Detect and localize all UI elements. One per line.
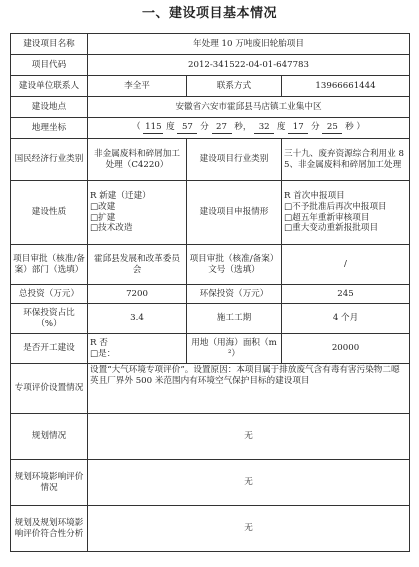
coordinates-label: 地理坐标 [11, 118, 88, 139]
row-special-eval [11, 364, 410, 414]
construction-period-value: 4 个月 [282, 304, 410, 334]
project-code-label: 项目代码 [11, 55, 88, 76]
row-nature [11, 181, 410, 245]
row-planning-conformity [11, 506, 410, 552]
row-industry [11, 139, 410, 181]
construction-period-label: 施工工期 [187, 304, 282, 334]
planning-conformity-label: 规划及规划环境影响评价符合性分析 [11, 506, 88, 552]
started-options [88, 334, 187, 364]
env-ratio-value: 3.4 [88, 304, 187, 334]
total-investment-value: 7200 [88, 285, 187, 304]
row-planning-eia [11, 460, 410, 506]
approval-doc-label: 项目审批（核准/备案）文号（选填） [187, 245, 282, 285]
row-coordinates [11, 118, 410, 139]
contact-label: 建设单位联系人 [11, 76, 88, 97]
land-area-value: 20000 [282, 334, 410, 364]
industry-value: 非金属废料和碎屑加工处理（C4220） [88, 139, 187, 181]
nature-option-new: R 新建（迁建） [90, 191, 151, 202]
planning-value: 无 [88, 414, 410, 460]
project-name-label: 建设项目名称 [11, 34, 88, 55]
location-label: 建设地点 [11, 97, 88, 118]
special-eval-value: 设置“大气环境专项评价”。设置原因：本项目属于排放废气含有毒有害污染物二噁英且厂界外 500 米范围内有环境空气保护目标的建设项目 [88, 364, 410, 414]
phone-label: 联系方式 [187, 76, 282, 97]
row-started [11, 334, 410, 364]
location-value: 安徽省六安市霍邱县马店镇工业集中区 [88, 97, 410, 118]
row-location [11, 97, 410, 118]
env-ratio-label: 环保投资占比（%） [11, 304, 88, 334]
declaration-option-resubmit: □不予批准后再次申报项目 [284, 201, 387, 212]
row-approval [11, 245, 410, 285]
planning-eia-label: 规划环境影响评价情况 [11, 460, 88, 506]
env-investment-value: 245 [282, 285, 410, 304]
planning-eia-value: 无 [88, 460, 410, 506]
nature-options [88, 181, 187, 245]
nature-option-tech: □技术改造 [90, 223, 133, 234]
row-investment [11, 285, 410, 304]
started-label: 是否开工建设 [11, 334, 88, 364]
land-area-label: 用地（用海）面积（m²） [187, 334, 282, 364]
declaration-options [282, 181, 410, 245]
mgmt-category-value: 三十九、废弃资源综合利用业 85、非金属废料和碎屑加工处理 [282, 139, 410, 181]
coordinates-value: （ 115 度 57 分 27 秒， 32 度 17 分 25 秒 ） [88, 118, 410, 139]
started-option-no: R 否 [90, 337, 108, 348]
industry-label: 国民经济行业类别 [11, 139, 88, 181]
total-investment-label: 总投资（万元） [11, 285, 88, 304]
approval-dept-value: 霍邱县发展和改革委员会 [88, 245, 187, 285]
env-investment-label: 环保投资（万元） [187, 285, 282, 304]
contact-value: 李全平 [88, 76, 187, 97]
phone-value: 13966661444 [282, 76, 410, 97]
approval-dept-label: 项目审批（核准/备案）部门（选填） [11, 245, 88, 285]
row-project-name [11, 34, 410, 55]
longitude-minutes: 57 [177, 122, 197, 134]
project-name-value: 年处理 10 万吨废旧轮胎项目 [88, 34, 410, 55]
basic-info-table [10, 33, 410, 552]
latitude-degrees: 32 [254, 122, 274, 134]
approval-doc-value: / [282, 245, 410, 285]
planning-label: 规划情况 [11, 414, 88, 460]
special-eval-label: 专项评价设置情况 [11, 364, 88, 414]
declaration-label: 建设项目申报情形 [187, 181, 282, 245]
declaration-option-five-year: □超五年重新审核项目 [284, 212, 370, 223]
longitude-degrees: 115 [145, 122, 162, 133]
nature-option-expand: □扩建 [90, 212, 116, 223]
nature-option-rebuild: □改建 [90, 201, 116, 212]
section-heading: 一、建设项目基本情况 [141, 6, 277, 21]
row-contact [11, 76, 410, 97]
latitude-seconds: 25 [322, 122, 342, 134]
row-project-code [11, 55, 410, 76]
declaration-option-major-change: □重大变动重新报批项目 [284, 223, 379, 234]
project-code-value: 2012-341522-04-01-647783 [88, 55, 410, 76]
mgmt-category-label: 建设项目行业类别 [187, 139, 282, 181]
declaration-option-first: R 首次申报项目 [284, 191, 345, 202]
nature-label: 建设性质 [11, 181, 88, 245]
planning-conformity-value: 无 [88, 506, 410, 552]
latitude-minutes: 17 [288, 122, 308, 134]
longitude-seconds: 27 [212, 122, 232, 134]
started-option-yes: □是： [90, 348, 116, 359]
row-planning [11, 414, 410, 460]
row-ratio [11, 304, 410, 334]
